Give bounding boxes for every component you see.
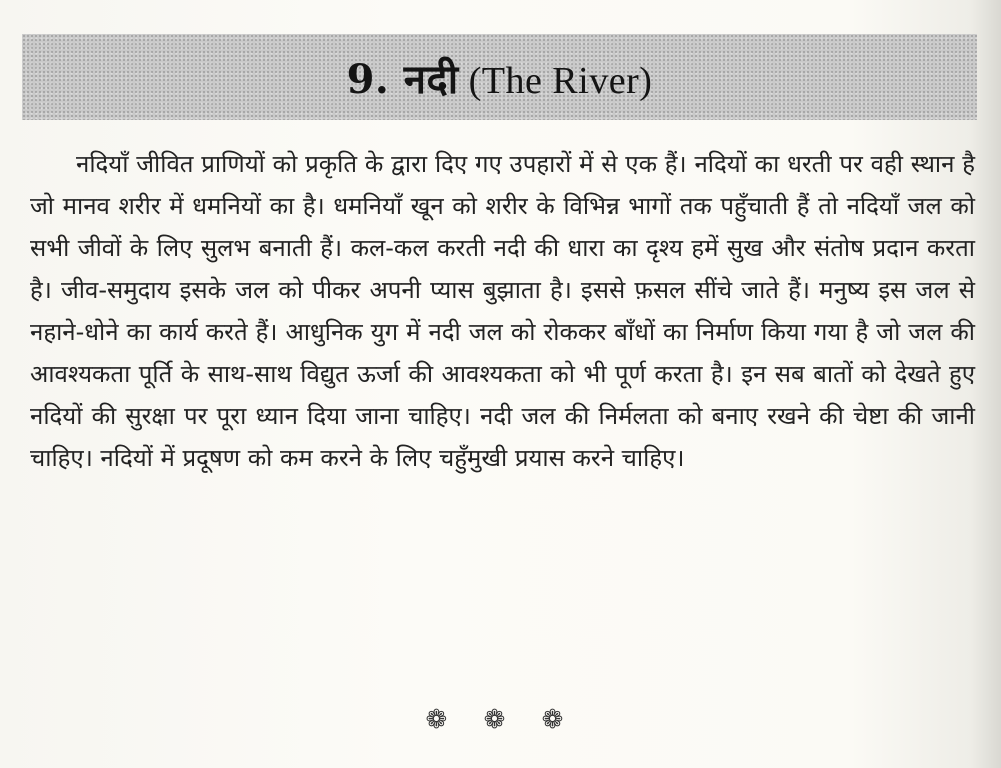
title-english: (The River) [468,59,653,102]
essay-paragraph: नदियाँ जीवित प्राणियों को प्रकृति के द्वारा दिए गए उपहारों में से एक हैं। नदियों का धरती पर वही स्थान है जो मानव शरीर में धमनियों का है। धमनियाँ खून को शरीर के विभिन्न भागों तक पहुँचाती हैं तो नदियाँ जल को सभी जीवों के लिए सुलभ बनाती हैं। कल-कल करती नदी की धारा का दृश्य हमें सुख और संतोष प्रदान करता है। जीव-समुदाय इसके जल को पीकर अपनी प्यास बुझाता है। इससे फ़सल सींचे जाते हैं। मनुष्य इस जल से नहाने-धोने का कार्य करते हैं। आधुनिक युग में नदी जल को रोककर बाँधों का निर्माण किया गया है जो जल की आवश्यकता पूर्ति के साथ-साथ विद्युत ऊर्जा की आवश्यकता को भी पूर्ण करता है। इन सब बातों को देखते हुए नदियों की सुरक्षा पर पूरा ध्यान दिया जाना चाहिए। नदी जल की निर्मलता को बनाए रखने की चेष्टा की जानी चाहिए। नदियों में प्रदूषण को कम करने के लिए चहुँमुखी प्रयास करने चाहिए। [30,150,975,472]
page-title [347,50,653,105]
title-band [22,34,977,120]
flower-ornament-icon: ❁ [483,705,518,735]
title-hindi: 9. नदी [346,55,459,103]
flower-ornament-icon: ❁ [425,705,460,735]
ornament-divider [0,705,1001,735]
flower-ornament-icon: ❁ [541,705,576,735]
